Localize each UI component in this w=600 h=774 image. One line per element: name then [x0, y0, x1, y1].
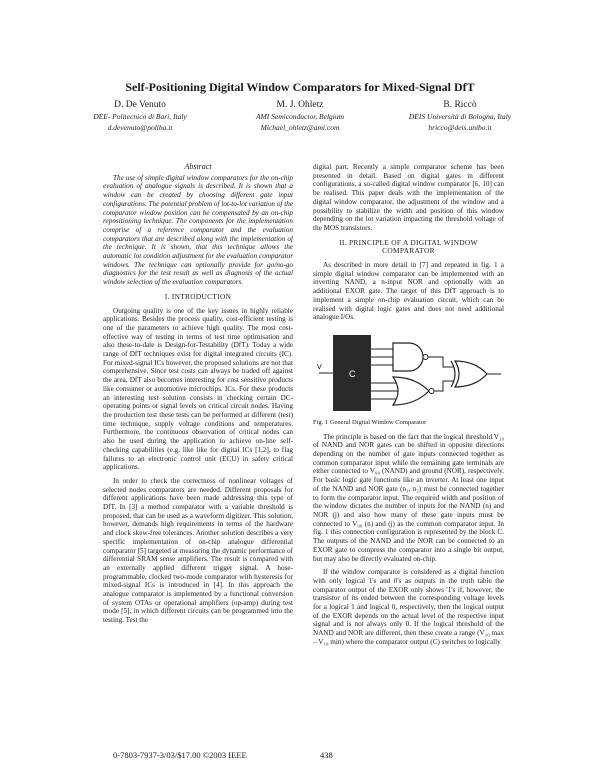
right-column — [313, 163, 504, 743]
author-name: D. De Venuto — [114, 100, 166, 110]
exor-input-arc — [451, 361, 455, 387]
body-paragraph: digital part. Recently a simple comparator scheme has been presented in detail. Based on digital gates in different configurations, a so-called digital window comparator [6, 10] can be realised. This paper deals with the implementation of the digital window comparator, the adjustment of the window and a possibility to stabilize the width and position of this window depending on the lot variation impacting the threshold voltage of the MOS transistors. — [313, 163, 504, 232]
author-name: B. Riccò — [443, 100, 477, 110]
abstract-text: The use of simple digital window comparators for the on-chip evaluation of analogue signals is described. It is shown that a window can be created by choosing different gate input configurations. The potential problem of lot-to-lot variation of the comparator window position can be compensated by an on-chip repositioning technique. The components for the implementation comprise of a reference comparator and the evaluation comparators that are described along with the implementation of the technique. It is shown, that this technique allows the automatic lot condition adjustment for the evaluation comparator windows. The technique can optionally provide for go/no-go diagnostics for the test result as well as diagnosis of the actual window selection of the evaluation comparators. — [103, 173, 293, 287]
figure-caption: Fig. 1 General Digital Window Comparator — [313, 418, 427, 426]
nor-bubble — [429, 388, 434, 393]
body-paragraph: In order to check the correctness of nonlinear voltages of selected nodes comparators are needed. Different proposals for different applications have been made addressing this type of DfT. In [3] a method comparator with a variable threshold is proposed, that can be used as a waveform digitizer. This solution, however, demands high requirements in terms of the hardware and clock skew-free tolerances. Another solution describes a very specific implementation of on-chip analogue differential comparator [5] targeted at measuring the dynamic performance of differential SRAM sense amplifiers. The result is compared with an externally applied different trigger signal. A hose-programmable, clocked two-mode comparator with hysteresis for mixed-signal ICs is introduced in [4]. In this approach the analogue comparator is implemented by a functional conversion of system OTAs or operational amplifiers (op-amp) during test mode [5], in which different circuits can be programmed into the testing. Test the — [103, 476, 293, 625]
exor-gate — [455, 361, 487, 387]
author-name: M. J. Ohletz — [276, 100, 324, 110]
section-heading-introduction: I. INTRODUCTION — [164, 291, 232, 301]
abstract-heading: Abstract — [184, 163, 212, 171]
body-paragraph: If the window comparator is considered as a digital function with only logical 1's and 0's as outputs in the truth table the comparator output of the EXOR only shows '1's if, however, the transistor of its ended between the corresponding voltage levels for a logical 1 and logical 0, respectively, then the logical output of the EXOR depends on the actual level of the respective input signal and is not always only 0. If the logical threshold of the NAND and NOR are different, then these create a range (V₁₀ max – V₁₀ min) where the comparator output (C) switches to logically — [313, 568, 504, 646]
author-email: d.devenuto@poliba.it — [107, 123, 173, 132]
figure-1 — [313, 327, 504, 419]
footer-copyright: 0-7803-7937-3/03/$17.00 ©2003 IEEE — [113, 750, 247, 760]
body-paragraph: Outgoing quality is one of the key issues in highly reliable applications. Besides the process quality, cost-efficient testing is one of the parameters to achieve high quality. The most cost-effective way of testing in terms of test time optimisation and also these-to-date is Design-for-Testability (DfT). Today a wide range of DfT techniques exist for digital integrated circuits (IC). For mixed-signal ICs however, the proposed solutions are not that comprehensive. Since test costs can always be traded off against the area, DfT also becomes interesting for cost sensitive products like consumer or automotive microchips. ICs. For these products an interesting test solution consists in checking certain DC-operating points or signal levels on critical circuit nodes. Having the production test these tests can be performed at different (test) time technique, supply voltage conditions and temperatures. Furthermore, the continuous observation of critical nodes can also be used during the application to achieve on-line self-checking capabilities (e.g. like like for digital ICs [1,2], to flag failures to an electronic control unit (ECU) in safety critical applications. — [103, 306, 293, 472]
body-paragraph: As described in more detail in [7] and repeated in fig. 1 a simple digital window comparator can be implemented with an inverting NAND, a n-input NOR and optionally with an additional EXOR gate. The target of this DfT approach is to implement a simple on-chip evaluation circuit, which can be realised with digital logic gates and does not need additional analogue I/Os. — [313, 261, 504, 322]
author-email: bricco@deis.unibo.it — [428, 123, 492, 132]
window-comparator-schematic — [313, 327, 504, 419]
section-heading-principle: II. PRINCIPLE OF A DIGITAL WINDOW COMPARATOR — [339, 237, 478, 256]
author-email: Michael_ohletz@ami.com — [260, 123, 340, 132]
input-label-v: V — [317, 363, 322, 371]
nand-gate — [393, 343, 423, 371]
author-block-3 — [385, 100, 535, 133]
author-affiliation: DEIS Università di Bologna, Italy — [408, 112, 512, 121]
nand-bubble — [423, 354, 428, 359]
paper-title: Self-Positioning Digital Window Comparators for Mixed-Signal DfT — [125, 80, 475, 94]
block-label-c: C — [349, 368, 356, 379]
wire — [428, 357, 453, 367]
body-paragraph: The principle is based on the fact that the logical threshold V₁₀ of NAND and NOR gates can be shifted in opposite directions depending on the number of gate inputs connected together as common comparator input while the remaining gate terminals are either connected to V₀₀ (NAND) and ground (NOR), respectively. For basic logic gate functions like an inverter. At least one input of the NAND and NOR gate (n₁, n₂) must be connected together to form the comparator input. The required width and position of the window dictates the number of inputs for the NAND (n) and NOR (j) and also how many of these gate inputs must be connected to V₀₀ (n) and (j) as the common comparator input. In fig. 1 this connection configuration is represented by the block C. The outputs of the NAND and the NOR can be connected to an EXOR gate to compress the comparator into a single bit output, but may also be directly evaluated on-chip. — [313, 432, 504, 563]
author-block-2 — [225, 100, 375, 133]
nor-gate — [393, 377, 429, 405]
page-number: 438 — [320, 750, 333, 760]
author-block-1 — [70, 100, 210, 133]
left-column — [103, 163, 293, 743]
author-affiliation: AMI Semiconductor, Belgium — [255, 112, 345, 121]
author-affiliation: DEE- Politecnico di Bari, Italy — [93, 112, 187, 121]
wire — [434, 381, 453, 391]
